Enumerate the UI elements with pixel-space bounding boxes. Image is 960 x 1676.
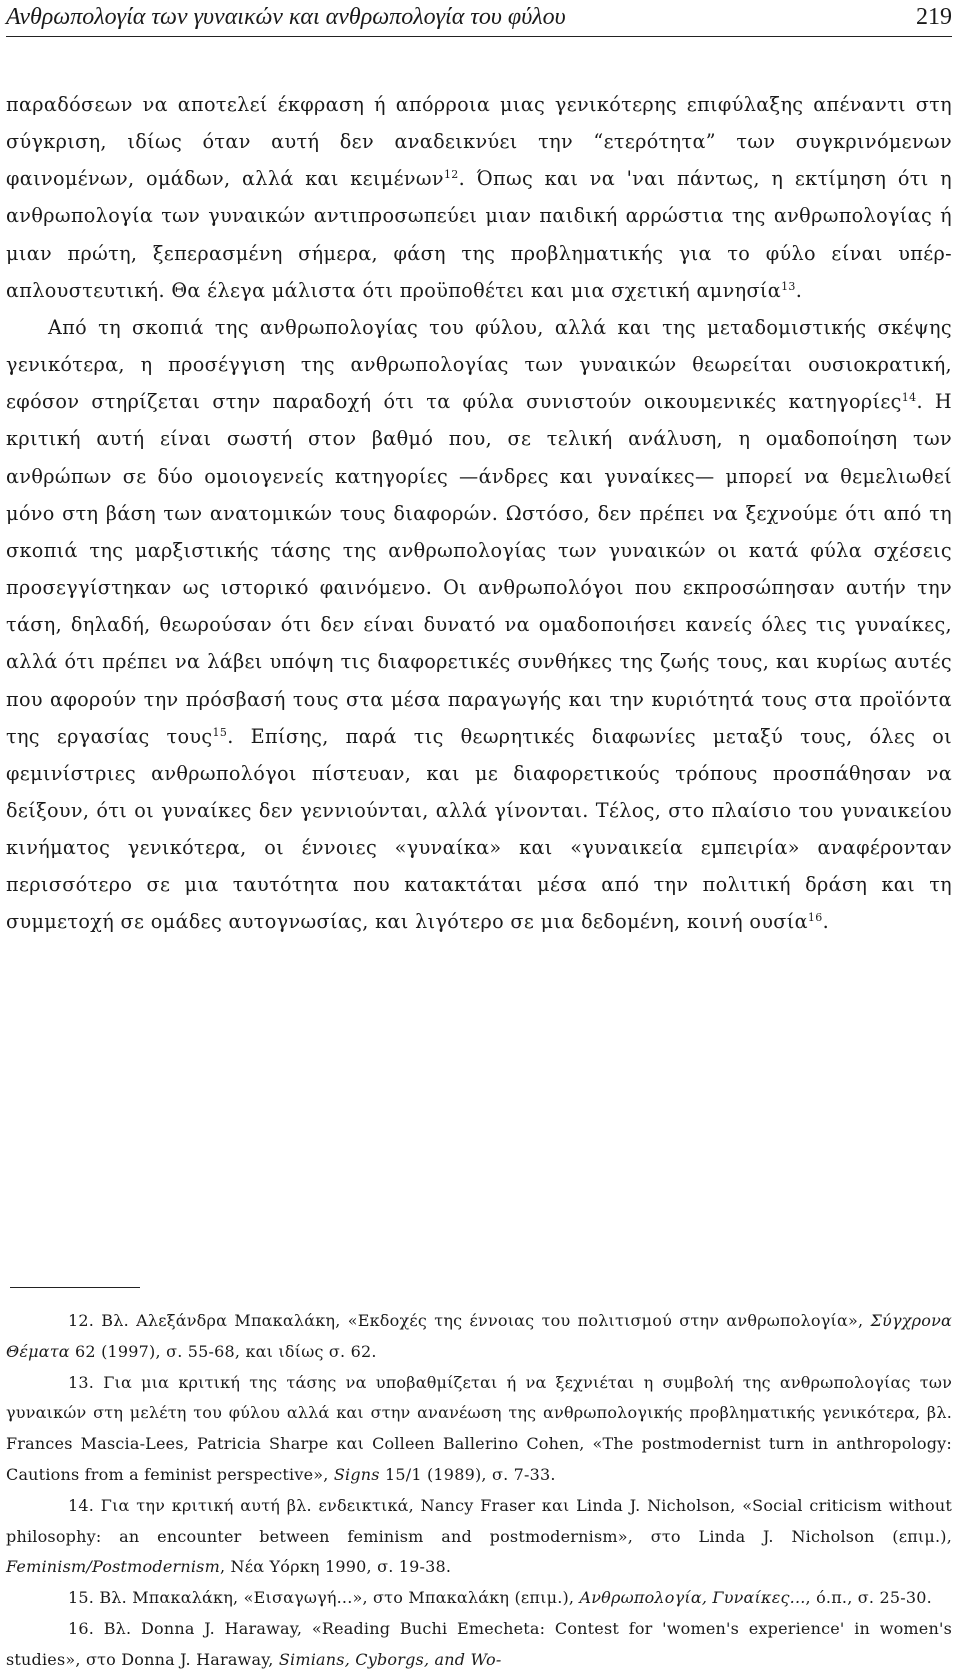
- main-text: [6, 86, 952, 941]
- text-span: Από τη σκοπιά της ανθρωπολογίας του φύλου, αλλά και της μεταδομιστικής σκέψης γενικότερα, η προσέγγιση της ανθρωπολογίας των γυναικών θεωρείται ουσιοκρατική, εφόσον στηρίζεται στην παραδοχή ότι τα φύλα συνιστούν οικουμενικές κατηγορίες: [6, 315, 952, 414]
- footnote-text: 16. Βλ. Donna J. Haraway, «Reading Buchi Emecheta: Contest for 'women's experience' in women's studies», στο Donna J. Haraway,: [6, 1618, 952, 1669]
- text-span: . Όπως και να 'ναι πάντως, η εκτίμηση ότι η ανθρωπολογία των γυναικών αντιπροσωπεύει μιαν παιδική αρρώστια της ανθρωπολογίας ή μιαν πρώτη, ξεπερασμένη σήμερα, φάση της προβληματικής για το φύλο είναι υπέρ-απλουστευτική. Θα έλεγα μάλιστα ότι προϋποθέτει και μια σχετική αμνησία: [6, 167, 952, 302]
- text-span: . Επίσης, παρά τις θεωρητικές διαφωνίες μεταξύ τους, όλες οι φεμινίστριες ανθρωπολόγοι πίστευαν, και με διαφορετικούς τρόπους προσπάθησαν να δείξουν, ότι οι γυναίκες δεν γεννιούνται, αλλά γίνονται. Τέλος, στο πλαίσιο του γυναικείου κινήματος γενικότερα, οι έννοιες «γυναίκα» και «γυναικεία εμπειρία» αναφέρονταν περισσότερο σε μια ταυτότητα που κατακτάται μέσα από την πολιτική δράση και τη συμμετοχή σε ομάδες αυτογνωσίας, και λιγότερο σε μια δεδομένη, κοινή ουσία: [6, 724, 953, 934]
- journal-title: Signs: [333, 1464, 380, 1484]
- book-title: Ανθρωπολογία, Γυναίκες...: [579, 1588, 806, 1608]
- text-span: .: [822, 910, 830, 934]
- footnote-text: 13. Για μια κριτική της τάσης να υποβαθμίζεται ή να ξεχνιέται η συμβολή της ανθρωπολογίας των γυναικών στη μελέτη του φύλου αλλά και στην ανανέωση της ανθρωπολογικής προβληματικής γενικότερα, βλ. Frances Mascia-Lees, Patricia Sharpe και Colleen Ballerino Cohen, «The postmodernist turn in anthropology: Cautions from a feminist perspective»,: [6, 1372, 952, 1484]
- footnote-text: 12. Βλ. Αλεξάνδρα Μπακαλάκη, «Εκδοχές της έννοιας του πολιτισμού στην ανθρωπολογία»,: [68, 1311, 871, 1330]
- footnote-13: [6, 1368, 952, 1491]
- journal-title: Σύγχρονα Θέματα: [6, 1311, 952, 1361]
- footnote-ref-15[interactable]: 15: [212, 725, 228, 739]
- footnote-text: 15/1 (1989), σ. 7-33.: [379, 1464, 556, 1484]
- paragraph-1: [6, 86, 952, 309]
- footnote-ref-12[interactable]: 12: [443, 168, 459, 182]
- running-header: [6, 2, 952, 37]
- footnote-16: [6, 1614, 952, 1676]
- footnote-divider: [10, 1287, 140, 1288]
- book-title: Simians, Cyborgs, and Wo-: [278, 1649, 502, 1669]
- paragraph-2: [6, 309, 952, 941]
- footnote-ref-14[interactable]: 14: [901, 391, 917, 405]
- text-span: . Η κριτική αυτή είναι σωστή στον βαθμό που, σε τελική ανάλυση, η ομαδοποίηση των ανθρώπων σε δύο ομοιογενείς κατηγορίες —άνδρες και γυναίκες— μπορεί να θεμελιωθεί μόνο στη βάση των ανατομικών τους διαφορών. Ωστόσο, δεν πρέπει να ξεχνούμε ότι από τη σκοπιά της μαρξιστικής τάσης της ανθρωπολογίας των γυναικών οι κατά φύλα σχέσεις προσεγγίστηκαν ως ιστορικό φαινόμενο. Οι ανθρωπολόγοι που εκπροσώπησαν αυτήν την τάση, δηλαδή, θεωρούσαν ότι δεν είναι δυνατό να ομαδοποιήσει κανείς όλες τις γυναίκες, αλλά ότι πρέπει να λάβει υπόψη τις διαφορετικές συνθήκες της ζωής τους, και κυρίως αυτές που αφορούν την πρόσβασή τους στα μέσα παραγωγής και την κυριότητά τους στα προϊόντα της εργασίας τους: [6, 390, 952, 748]
- footnote-text: 15. Βλ. Μπακαλάκη, «Εισαγωγή...», στο Μπακαλάκη (επιμ.),: [68, 1588, 580, 1608]
- footnote-text: , ό.π., σ. 25-30.: [805, 1588, 932, 1608]
- footnote-12: [6, 1306, 952, 1368]
- footnote-ref-13[interactable]: 13: [781, 279, 796, 293]
- footnotes: [6, 1306, 952, 1676]
- book-title: Feminism/Postmodernism: [6, 1557, 220, 1577]
- text-span: παραδόσεων να αποτελεί έκφραση ή απόρροια μιας γενικότερης επιφύλαξης απέναντι στη σύγκριση, ιδίως όταν αυτή δεν αναδεικνύει την “ετερότητα” των συγκρινόμενων φαινομένων, ομάδων, αλλά και κειμένων: [6, 93, 952, 191]
- running-title: Ανθρωπολογία των γυναικών και ανθρωπολογία του φύλου: [6, 4, 566, 30]
- footnote-text: , Νέα Υόρκη 1990, σ. 19-38.: [219, 1557, 452, 1577]
- footnote-text: 62 (1997), σ. 55-68, και ιδίως σ. 62.: [69, 1341, 377, 1361]
- page-number: 219: [916, 4, 952, 30]
- footnote-14: [6, 1491, 952, 1583]
- footnote-text: 14. Για την κριτική αυτή βλ. ενδεικτικά, Nancy Fraser και Linda J. Nicholson, «Social criticism without philosophy: an encounter between feminism and postmodernism», στο Linda J. Nicholson (επιμ.),: [6, 1495, 952, 1546]
- footnote-15: [6, 1583, 952, 1614]
- footnote-ref-16[interactable]: 16: [807, 911, 823, 925]
- text-span: .: [795, 278, 803, 302]
